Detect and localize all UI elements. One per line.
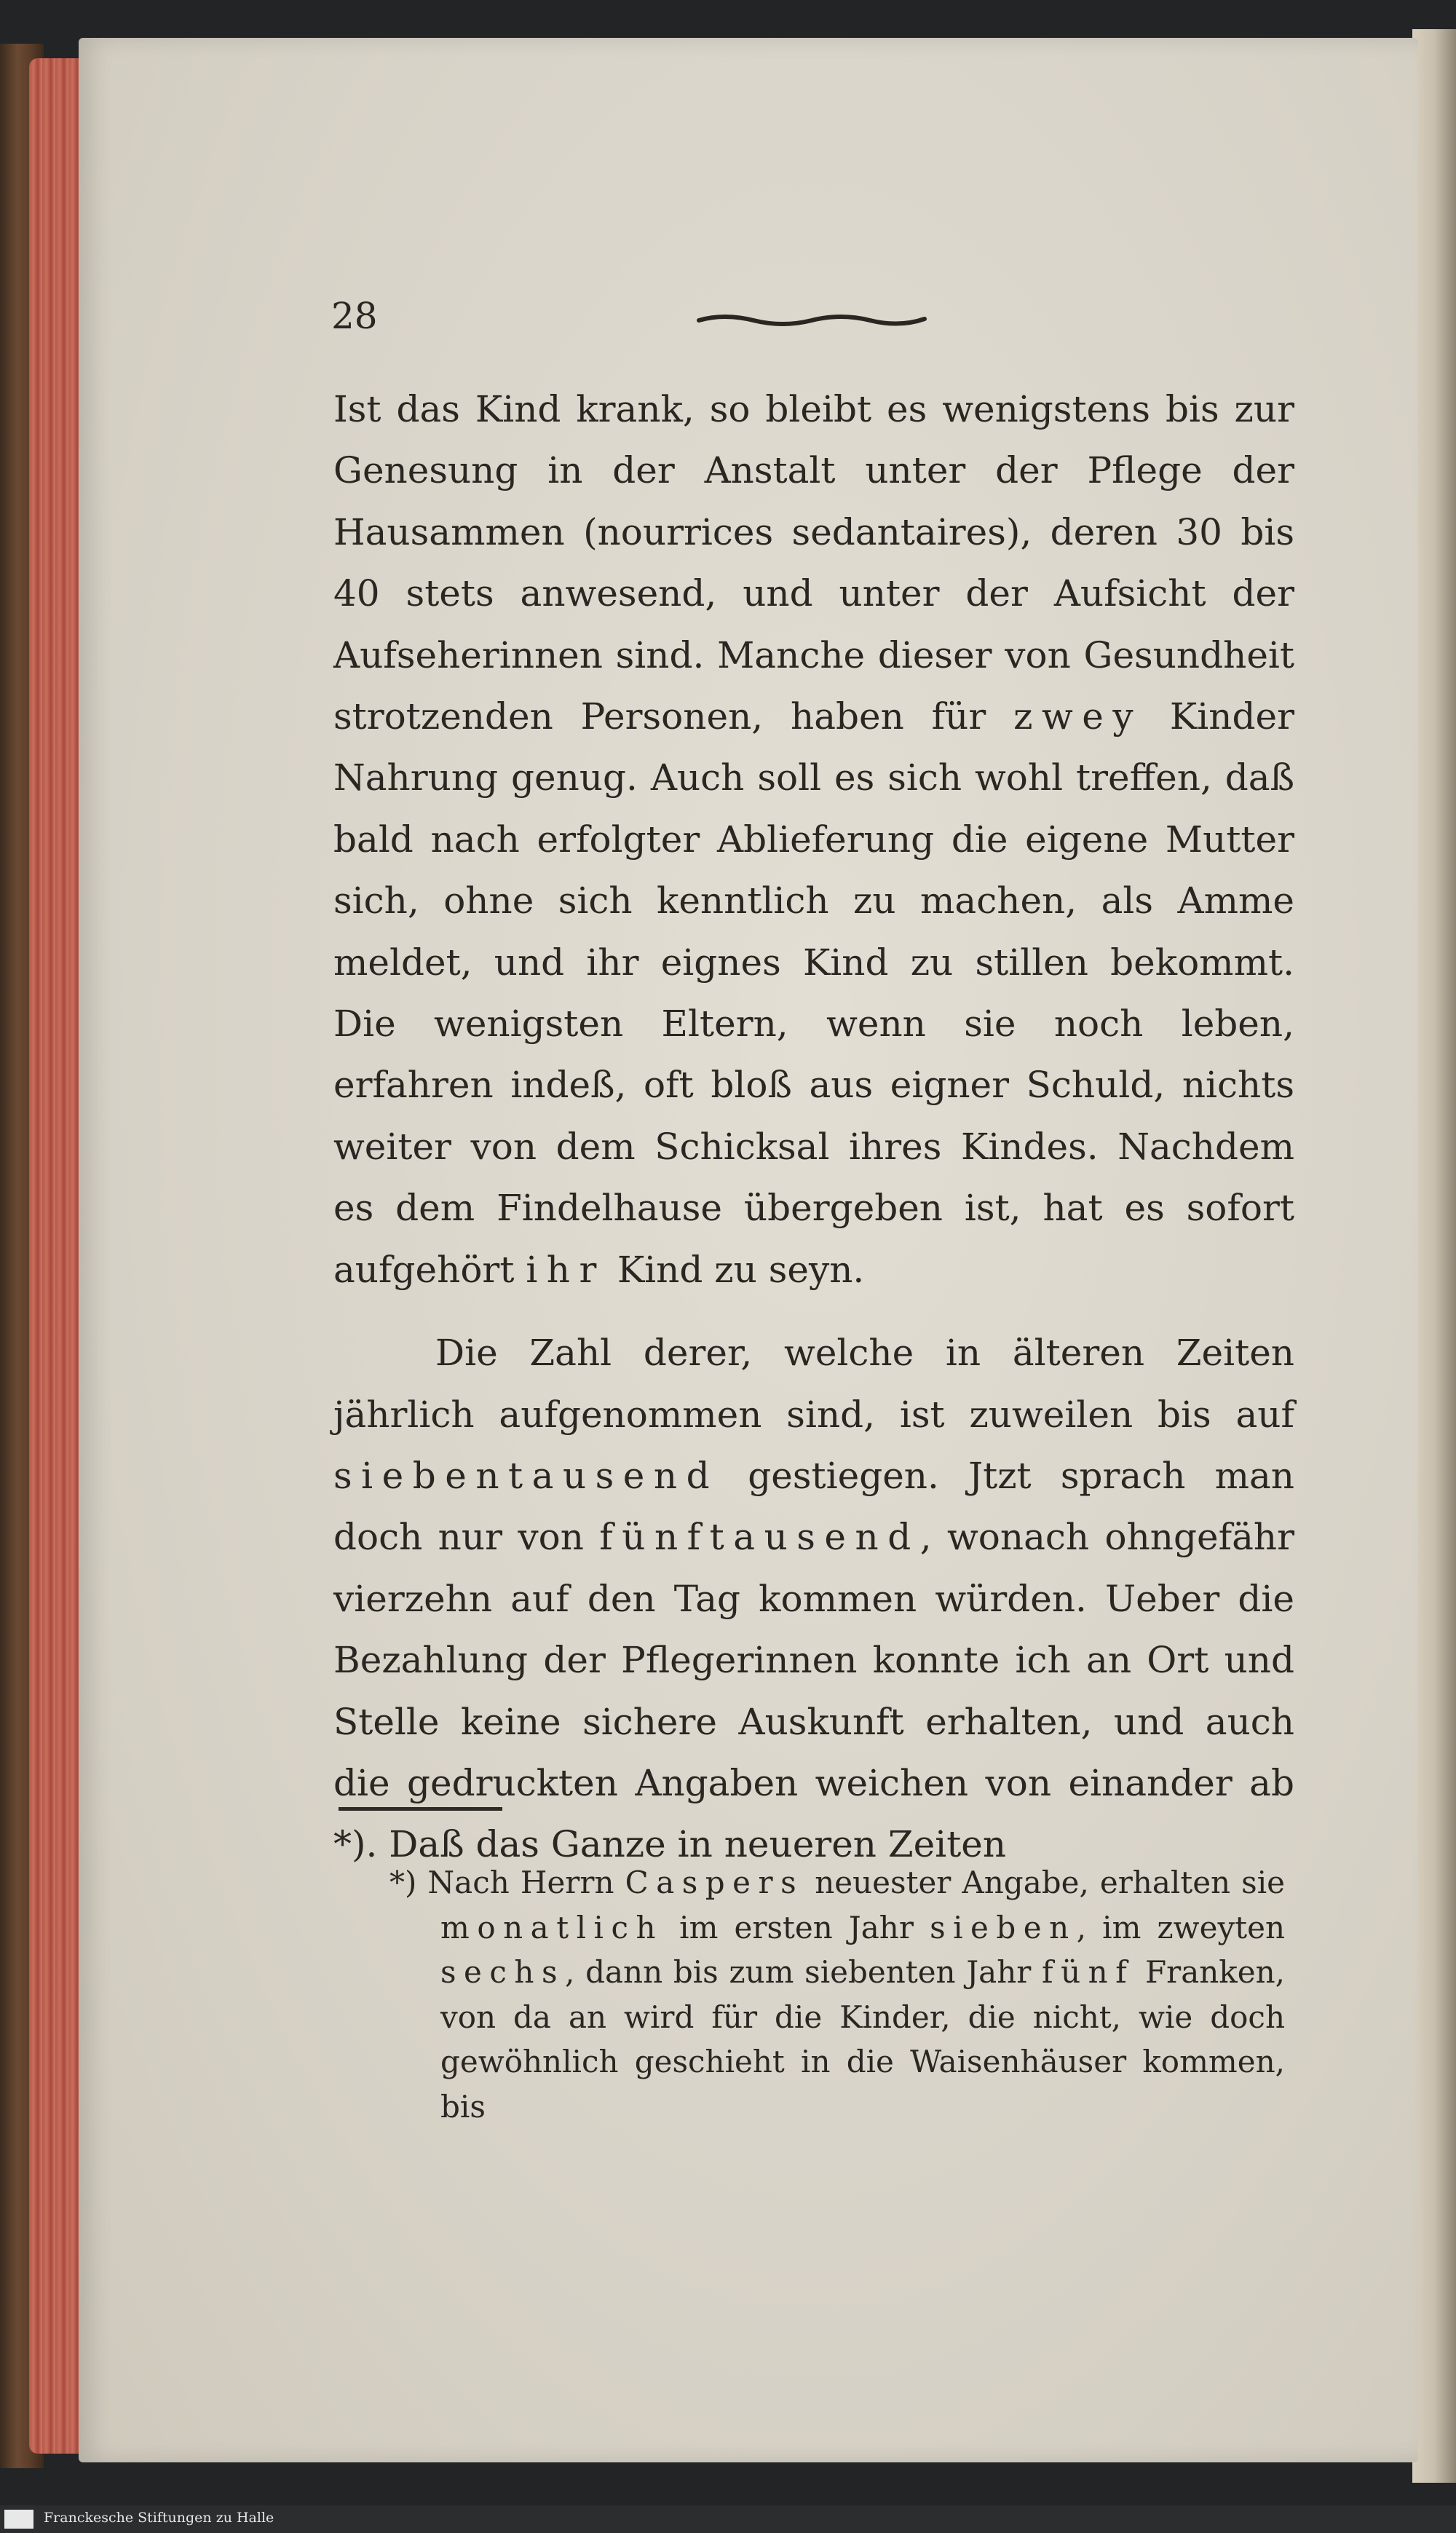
emphasis: fünf — [1042, 1954, 1135, 1990]
credit-text: Franckesche Stiftungen zu Halle — [44, 2510, 274, 2526]
text-run: Kind zu seyn. — [605, 1248, 865, 1291]
page-number: 28 — [331, 295, 378, 337]
text-run: gestiegen. Jtzt sprach man doch nur von — [333, 1454, 1294, 1559]
paragraph — [333, 379, 1294, 1300]
text-run: Franken, von da an wird für die Kinder, die nicht, wie doch gewöhnlich geschieht in die Waisenhäuser kommen, bis — [440, 1954, 1285, 2125]
footnote-rule — [339, 1807, 502, 1811]
text-run: neuester Angabe, erhalten sie — [804, 1865, 1285, 1900]
emphasis: siebentausend — [333, 1454, 719, 1497]
text-run: Kinder Nahrung genug. Auch soll es sich wohl treffen, daß bald nach erfolgter Ablieferung die eigene Mutter sich, ohne sich kenntlich zu machen, als Amme meldet, und ihr eignes Kind zu stillen bekommt. Die wenigsten Eltern, wenn sie noch leben, erfahren indeß, oft bloß aus eigner Schuld, nichts weiter von dem Schicksal ihres Kindes. Nachdem es dem Findelhause übergeben ist, hat es sofort aufgehört — [333, 695, 1294, 1291]
text-run: , dann bis zum siebenten Jahr — [565, 1954, 1042, 1990]
institution-logo-icon — [4, 2510, 33, 2529]
paragraph — [333, 1322, 1294, 1876]
text-run: Die Zahl derer, welche in älteren Zeiten jährlich aufgenommen sind, ist zuweilen bis auf — [333, 1332, 1294, 1436]
header-ornament — [695, 312, 928, 326]
text-run: , wonach ohngefähr vierzehn auf den Tag kommen würden. Ueber die Bezahlung der Pflegerinnen konnte ich an Ort und Stelle keine sichere Auskunft erhalten, und auch die gedruckten Angaben weichen von einander ab *). Daß das Ganze in neueren Zeiten — [333, 1516, 1294, 1866]
right-board — [1412, 29, 1456, 2483]
emphasis: zwey — [1013, 695, 1143, 738]
emphasis: ihr — [526, 1248, 606, 1291]
emphasis: sieben — [930, 1909, 1077, 1945]
text-run: *) Nach Herrn — [389, 1865, 625, 1900]
emphasis: fünftausend — [599, 1516, 920, 1559]
emphasis: Caspers — [625, 1865, 804, 1900]
body-text — [333, 379, 1294, 1876]
emphasis: monatlich — [440, 1909, 664, 1945]
emphasis: sechs — [440, 1954, 566, 1990]
footnote — [389, 1860, 1285, 2129]
credit-bar — [0, 2505, 1456, 2533]
text-run: im ersten Jahr — [663, 1909, 930, 1945]
text-run: Ist das Kind krank, so bleibt es wenigstens bis zur Genesung in der Anstalt unter der Pflege der Hausammen (nourrices sedantaires), deren 30 bis 40 stets anwesend, und unter der Aufsicht der Aufseherinnen sind. Manche dieser von Gesundheit strotzenden Personen, haben für — [333, 388, 1294, 738]
text-run: , im zweyten — [1076, 1909, 1285, 1945]
